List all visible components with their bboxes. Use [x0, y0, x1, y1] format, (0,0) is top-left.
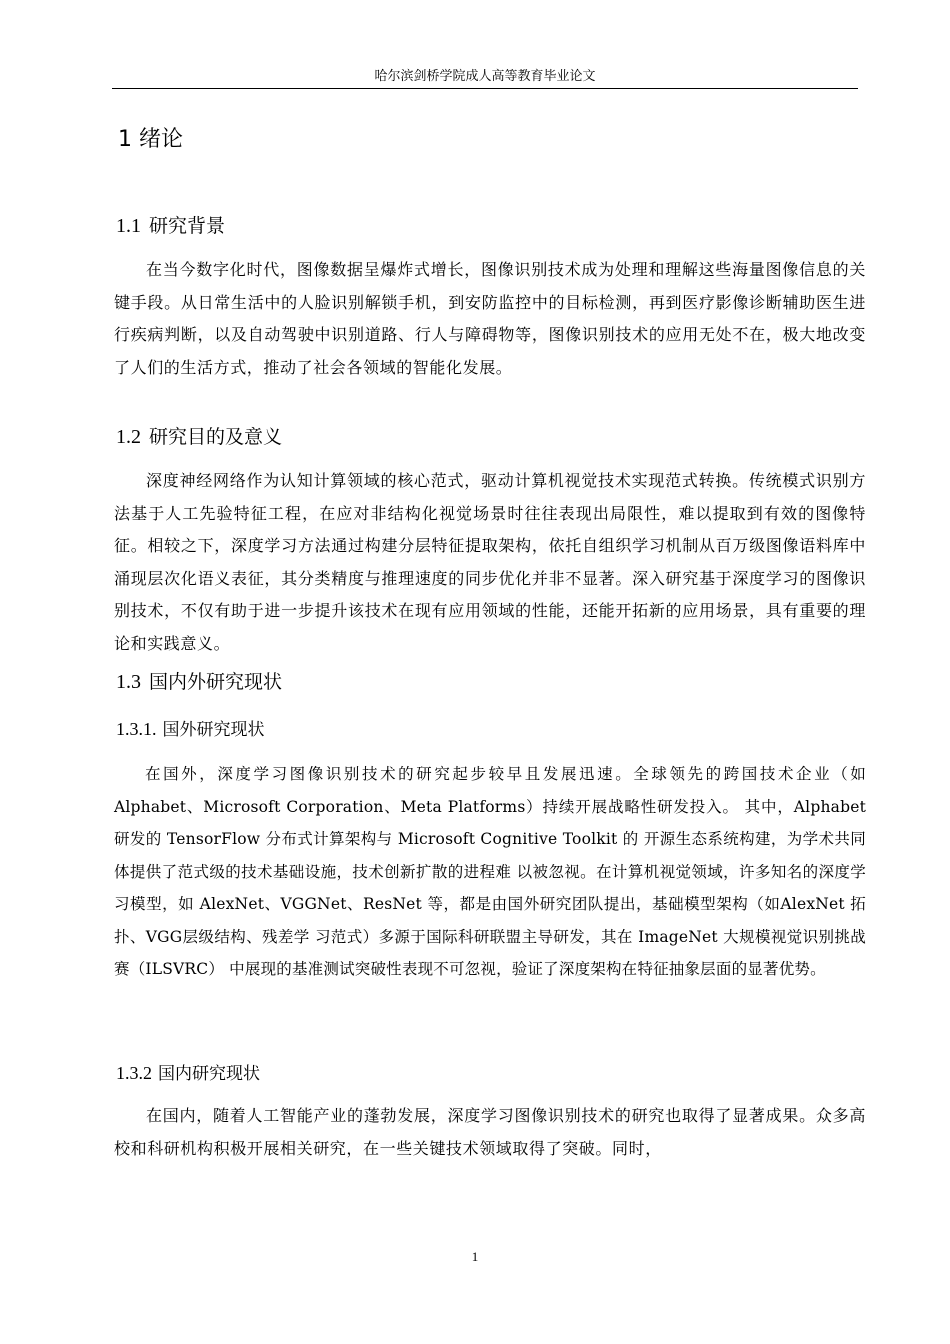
section-title: 国内外研究现状 [149, 671, 283, 693]
section-title: 国内研究现状 [158, 1064, 260, 1084]
section-title: 研究目的及意义 [149, 426, 283, 448]
page-number: 1 [471, 1249, 479, 1264]
paragraph-research-purpose: 深度神经网络作为认知计算领域的核心范式，驱动计算机视觉技术实现范式转换。传统模式识别方法基于人工先验特征工程，在应对非结构化视觉场景时往往表现出局限性，难以提取到有效的图像特征。相较之下，深度学习方法通过构建分层特征提取架构，依托自组织学习机制从百万级图像语料库中涌现层次化语义表征，其分类精度与推理速度的同步优化并非不显著。深入研究基于深度学习的图像识别技术，不仅有助于进一步提升该技术在现有应用领域的性能，还能开拓新的应用场景，具有重要的理论和实践意义。 [114, 471, 866, 653]
section-number: 1.3 [116, 671, 141, 693]
subsection-heading-1-3-1 [116, 714, 265, 745]
section-number: 1.2 [116, 426, 141, 448]
paragraph-research-background: 在当今数字化时代，图像数据呈爆炸式增长，图像识别技术成为处理和理解这些海量图像信息的关键手段。从日常生活中的人脸识别解锁手机，到安防监控中的目标检测，再到医疗影像诊断辅助医生进行疾病判断，以及自动驾驶中识别道路、行人与障碍物等，图像识别技术的应用无处不在，极大地改变了人们的生活方式，推动了社会各领域的智能化发展。 [114, 260, 866, 377]
section-title: 国外研究现状 [162, 720, 265, 740]
paragraph-domestic-research: 在国内，随着人工智能产业的蓬勃发展，深度学习图像识别技术的研究也取得了显著成果。众多高校和科研机构积极开展相关研究，在一些关键技术领域取得了突破。同时， [114, 1106, 866, 1158]
section-number: 1.3.1. [116, 719, 157, 739]
section-number: 1.1 [116, 215, 141, 237]
paragraph-foreign-research: 在国外，深度学习图像识别技术的研究起步较早且发展迅速。全球领先的跨国技术企业（如 Alphabet、Microsoft Corporation、Meta Platforms）持续开展战略性研发投入。 其中，Alphabet 研发的 TensorFlow 分布式计算架构与 Microsoft Cognitive Toolkit 的 开源生态系统构建，为学术共同体提供了范式级的技术基础设施，技术创新扩散的进程难 以被忽视。在计算机视觉领域，许多知名的深度学习模型，如 AlexNet、VGGNet、ResNet 等，都是由国外研究团队提出，基础模型架构（如AlexNet 拓扑、VGG层级结构、残差学 习范式）多源于国际科研联盟主导研发，其在 ImageNet 大规模视觉识别挑战赛（ILSVRC） 中展现的基准测试突破性表现不可忽视，验证了深度架构在特征抽象层面的显著优势。 [114, 765, 866, 978]
section-heading-1-2 [116, 422, 282, 452]
subsection-heading-1-3-2 [116, 1058, 260, 1089]
header-rule [112, 88, 858, 89]
running-header: 哈尔滨剑桥学院成人高等教育毕业论文 [374, 69, 596, 84]
section-title: 研究背景 [149, 215, 226, 237]
chapter-title: 1 绪论 [118, 127, 183, 152]
section-heading-1-1 [116, 211, 225, 241]
section-heading-1-3 [116, 667, 282, 697]
section-number: 1.3.2 [116, 1063, 152, 1083]
